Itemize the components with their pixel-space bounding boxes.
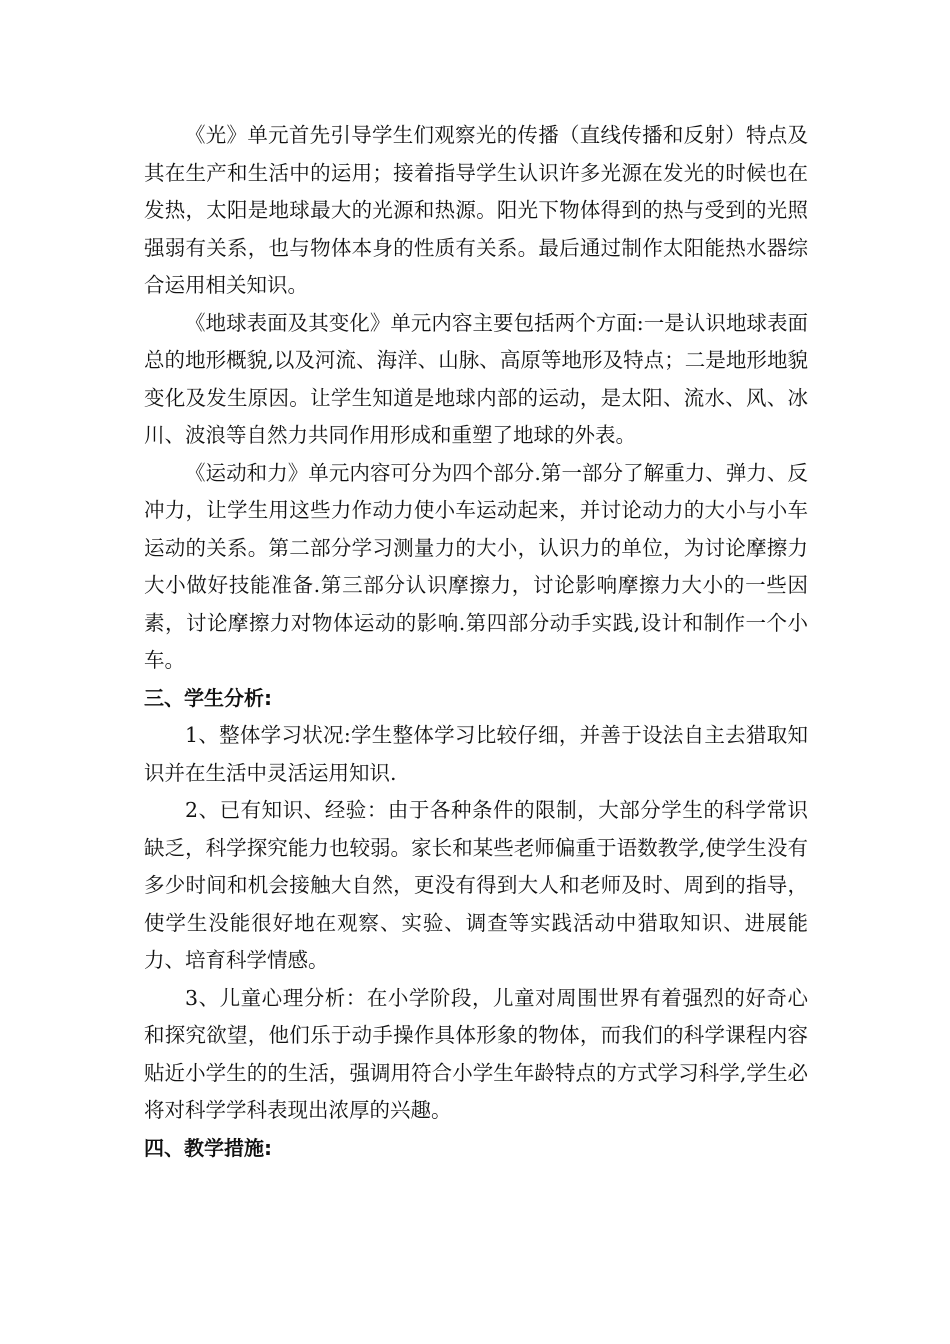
section-heading-student-analysis: 三、学生分析: [144, 685, 272, 710]
student-analysis-item-1: 1、整体学习状况:学生整体学习比较仔细，并善于设法自主去猎取知识并在生活中灵活运用知识. [144, 723, 808, 785]
document-body [144, 117, 808, 1167]
student-analysis-item-2: 2、已有知识、经验：由于各种条件的限制，大部分学生的科学常识缺乏，科学探究能力也较弱。家长和某些老师偏重于语数教学,使学生没有多少时间和机会接触大自然，更没有得到大人和老师及时、周到的指导，使学生没能很好地在观察、实验、调查等实践活动中猎取知识、进展能力、培育科学情感。 [144, 798, 808, 972]
paragraph-earth-surface-unit: 《地球表面及其变化》单元内容主要包括两个方面:一是认识地球表面总的地形概貌,以及河流、海洋、山脉、高原等地形及特点；二是地形地貌变化及发生原因。让学生知道是地球内部的运动，是太阳、流水、风、冰川、波浪等自然力共同作用形成和重塑了地球的外表。 [144, 310, 808, 447]
section-heading-teaching-measures: 四、教学措施: [144, 1135, 272, 1160]
paragraph-light-unit: 《光》单元首先引导学生们观察光的传播（直线传播和反射）特点及其在生产和生活中的运用；接着指导学生认识许多光源在发光的时候也在发热，太阳是地球最大的光源和热源。阳光下物体得到的热与受到的光照强弱有关系，也与物体本身的性质有关系。最后通过制作太阳能热水器综合运用相关知识。 [144, 123, 808, 297]
student-analysis-item-3: 3、儿童心理分析：在小学阶段，儿童对周围世界有着强烈的好奇心和探究欲望，他们乐于动手操作具体形象的物体，而我们的科学课程内容贴近小学生的的生活，强调用符合小学生年龄特点的方式学习科学,学生必将对科学学科表现出浓厚的兴趣。 [144, 985, 808, 1122]
paragraph-motion-force-unit: 《运动和力》单元内容可分为四个部分.第一部分了解重力、弹力、反冲力，让学生用这些力作动力使小车运动起来，并讨论动力的大小与小车运动的关系。第二部分学习测量力的大小，认识力的单位，为讨论摩擦力大小做好技能准备.第三部分认识摩擦力，讨论影响摩擦力大小的一些因素，讨论摩擦力对物体运动的影响.第四部分动手实践,设计和制作一个小车。 [144, 460, 808, 672]
